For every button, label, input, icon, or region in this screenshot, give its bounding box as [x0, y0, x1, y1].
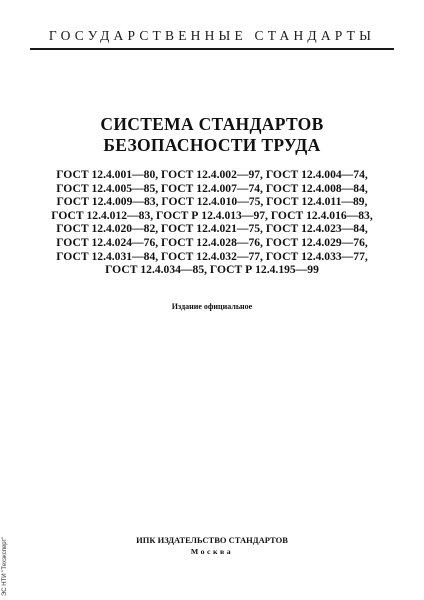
side-stamp: ЭС НТИ "Техэксперт": [2, 536, 8, 596]
document-title: [0, 114, 424, 156]
standards-line: ГОСТ 12.4.009—83, ГОСТ 12.4.010—75, ГОСТ 12.4.011—89,: [56, 195, 368, 209]
standards-line: ГОСТ 12.4.005—85, ГОСТ 12.4.007—74, ГОСТ 12.4.008—84,: [56, 181, 368, 195]
header-rule: [30, 48, 394, 50]
standards-line: ГОСТ 12.4.031—84, ГОСТ 12.4.032—77, ГОСТ 12.4.033—77,: [56, 249, 368, 263]
title-line-2: БЕЗОПАСНОСТИ ТРУДА: [103, 135, 321, 155]
standards-line: ГОСТ 12.4.001—80, ГОСТ 12.4.002—97, ГОСТ 12.4.004—74,: [56, 168, 368, 181]
publisher-block: [0, 535, 424, 557]
publisher-name: ИПК ИЗДАТЕЛЬСТВО СТАНДАРТОВ: [136, 535, 288, 545]
publisher-city: Москва: [190, 547, 234, 556]
standards-line: ГОСТ 12.4.034—85, ГОСТ Р 12.4.195—99: [105, 263, 319, 277]
title-line-1: СИСТЕМА СТАНДАРТОВ: [100, 114, 324, 134]
edition-label: Издание официальное: [171, 302, 253, 311]
standards-line: ГОСТ 12.4.020—82, ГОСТ 12.4.021—75, ГОСТ 12.4.023—84,: [56, 222, 368, 236]
series-header: ГОСУДАРСТВЕННЫЕ СТАНДАРТЫ: [48, 28, 376, 43]
standards-list: [0, 168, 424, 277]
standards-line: ГОСТ 12.4.012—83, ГОСТ Р 12.4.013—97, ГОСТ 12.4.016—83,: [51, 208, 373, 222]
standards-line: ГОСТ 12.4.024—76, ГОСТ 12.4.028—76, ГОСТ 12.4.029—76,: [56, 235, 368, 249]
